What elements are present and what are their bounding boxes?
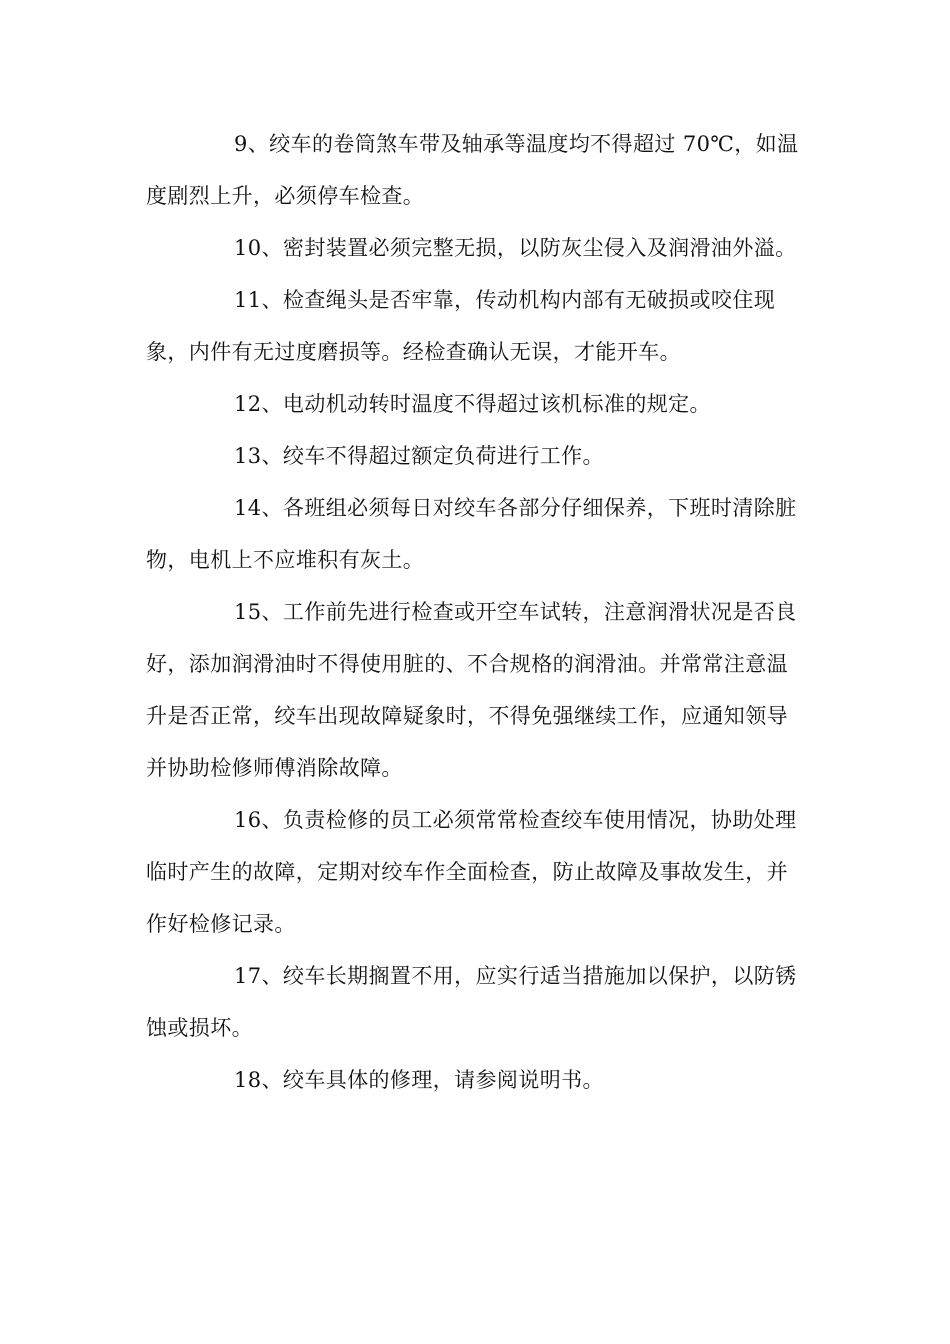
paragraph-12: 12、电动机动转时温度不得超过该机标准的规定。	[234, 392, 711, 416]
paragraph-11: 11、检查绳头是否牢靠，传动机构内部有无破损或咬住现象，内件有无过度磨损等。经检查确认无误，才能开车。	[146, 288, 776, 364]
paragraph-14: 14、各班组必须每日对绞车各部分仔细保养，下班时清除脏物，电机上不应堆积有灰土。	[146, 496, 797, 572]
paragraph-15: 15、工作前先进行检查或开空车试转，注意润滑状况是否良好，添加润滑油时不得使用脏的、不合规格的润滑油。并常常注意温升是否正常，绞车出现故障疑象时，不得免强继续工作，应通知领导并协助检修师傅消除故障。	[146, 600, 797, 780]
document-body	[146, 118, 806, 1106]
paragraph-16: 16、负责检修的员工必须常常检查绞车使用情况，协助处理临时产生的故障，定期对绞车作全面检查，防止故障及事故发生，并作好检修记录。	[146, 808, 797, 936]
paragraph-9: 9、绞车的卷筒煞车带及轴承等温度均不得超过 70℃，如温度剧烈上升，必须停车检查。	[146, 132, 799, 208]
paragraph-13: 13、绞车不得超过额定负荷进行工作。	[234, 444, 604, 468]
paragraph-17: 17、绞车长期搁置不用，应实行适当措施加以保护，以防锈蚀或损坏。	[146, 964, 797, 1040]
paragraph-18: 18、绞车具体的修理，请参阅说明书。	[234, 1068, 604, 1092]
paragraph-10: 10、密封装置必须完整无损，以防灰尘侵入及润滑油外溢。	[234, 236, 797, 260]
